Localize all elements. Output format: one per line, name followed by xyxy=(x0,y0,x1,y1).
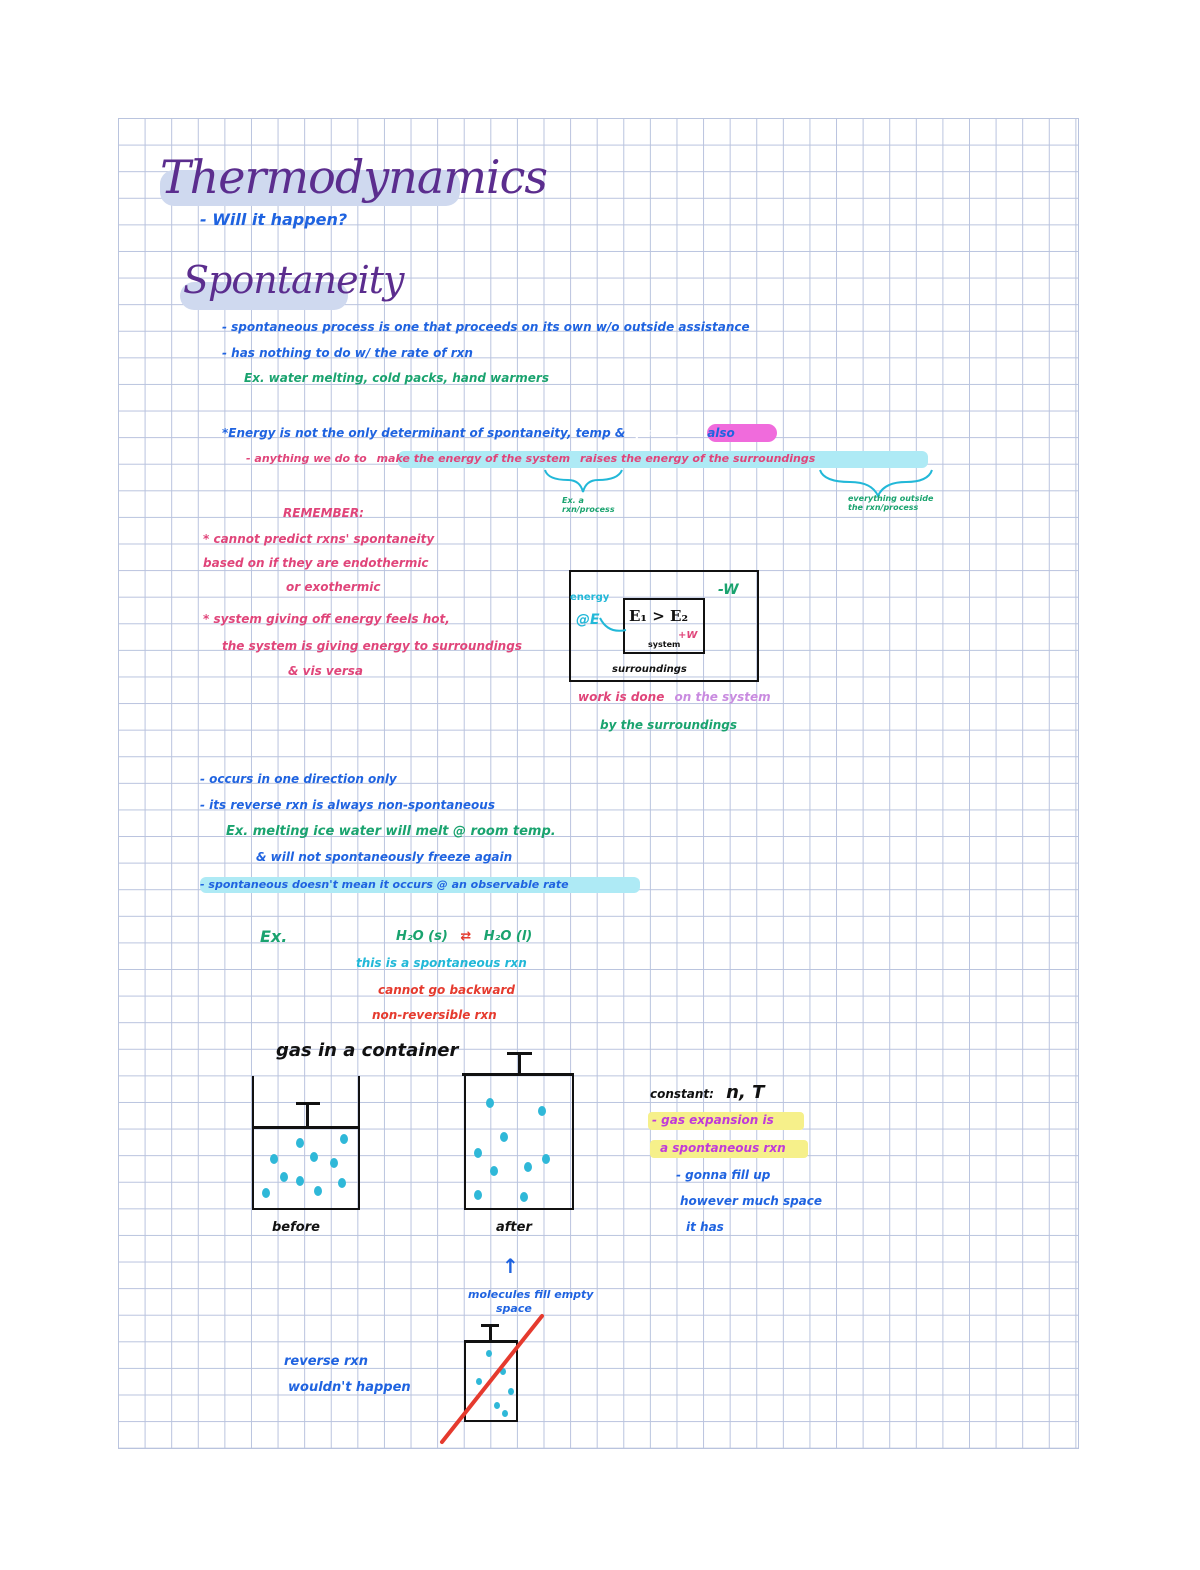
gas-particle xyxy=(310,1152,318,1162)
remember-item2-line3: & vis versa xyxy=(288,664,364,678)
energy-label: energy xyxy=(570,592,610,603)
reverse-note-line1: reverse rxn xyxy=(284,1354,369,1369)
caption-on-system: on the system xyxy=(674,690,771,704)
example-melting: Ex. water melting, cold packs, hand warmers xyxy=(244,371,549,385)
bullet-observable-rate: - spontaneous doesn't mean it occurs @ an observable rate xyxy=(200,878,569,891)
brace-right xyxy=(820,470,932,496)
gas-particle xyxy=(330,1158,338,1168)
subtitle: - Will it happen? xyxy=(200,210,348,229)
before-label: before xyxy=(272,1220,320,1235)
after-label: after xyxy=(496,1220,532,1235)
constant-text: constant: xyxy=(650,1087,714,1101)
after-piston-rod xyxy=(518,1054,521,1074)
energy-arrow-icon xyxy=(598,612,630,636)
strike-through-line xyxy=(436,1312,548,1446)
constant-vars: n, T xyxy=(726,1082,765,1103)
gas-particle xyxy=(296,1176,304,1186)
brace-left-label: Ex. a rxn/process xyxy=(562,496,615,514)
before-piston-handle xyxy=(296,1102,320,1105)
gas-particle xyxy=(500,1132,508,1142)
energy-subnote-system: make the energy of the system xyxy=(376,452,571,465)
after-piston-handle xyxy=(507,1052,532,1055)
reverse-note-line2: wouldn't happen xyxy=(288,1380,411,1395)
up-arrow-icon: ↑ xyxy=(502,1254,519,1278)
gas-particle xyxy=(340,1134,348,1144)
example-ice-line1: Ex. melting ice water will melt @ room temp. xyxy=(226,824,556,839)
arrow-caption-line2: space xyxy=(496,1302,532,1315)
energy-note-pressure: pressure xyxy=(635,426,696,440)
gas-particle xyxy=(296,1138,304,1148)
bullet-reverse: - its reverse rxn is always non-spontaneous xyxy=(200,798,495,812)
gas-particle xyxy=(262,1188,270,1198)
diagram-caption-line2: by the surroundings xyxy=(600,718,738,732)
gas-note-line4: however much space xyxy=(680,1194,823,1208)
section-heading-spontaneity: Spontaneity xyxy=(183,258,404,302)
example2-label: Ex. xyxy=(260,927,288,946)
remember-item2-line1: * system giving off energy feels hot, xyxy=(203,612,450,626)
gas-particle xyxy=(474,1148,482,1158)
remember-item2-line2: the system is giving energy to surroundings xyxy=(222,639,522,653)
remember-item1-line3: or exothermic xyxy=(286,580,381,594)
example-ice-line2: & will not spontaneously freeze again xyxy=(256,850,513,864)
remember-heading: REMEMBER: xyxy=(283,506,364,520)
example2-line1: this is a spontaneous rxn xyxy=(356,956,527,970)
gas-particle xyxy=(520,1192,528,1202)
before-piston xyxy=(252,1126,358,1129)
energy-note-also: also xyxy=(707,426,735,440)
example2-line3: non-reversible rxn xyxy=(372,1008,497,1022)
gas-particle xyxy=(280,1172,288,1182)
gas-heading: gas in a container xyxy=(276,1040,459,1061)
bullet-rate: - has nothing to do w/ the rate of rxn xyxy=(222,346,473,360)
example2-line2: cannot go backward xyxy=(378,983,515,997)
gas-particle xyxy=(524,1162,532,1172)
gas-particle xyxy=(538,1106,546,1116)
after-container xyxy=(464,1076,574,1210)
work-positive: +W xyxy=(678,630,698,641)
equation-right: H₂O (l) xyxy=(483,929,533,944)
gas-note-line1: - gas expansion is xyxy=(652,1113,774,1127)
gas-particle xyxy=(474,1190,482,1200)
diagram-caption-line1 xyxy=(578,690,771,704)
equation-arrow: ⇄ xyxy=(460,929,472,944)
equation xyxy=(396,929,532,944)
gas-particle xyxy=(270,1154,278,1164)
before-piston-rod xyxy=(306,1104,309,1126)
bullet-spontaneous-process: - spontaneous process is one that proceeds on its own w/o outside assistance xyxy=(222,320,750,334)
work-negative: -W xyxy=(718,582,739,598)
gas-note-line3: - gonna fill up xyxy=(676,1168,771,1182)
gas-particle xyxy=(486,1098,494,1108)
brace-right-label: everything outside the rxn/process xyxy=(848,494,934,512)
heat-label: @E xyxy=(576,612,600,628)
brace-left xyxy=(545,470,622,492)
gas-note-line2: a spontaneous rxn xyxy=(660,1141,786,1155)
energy-equation: E₁ > E₂ xyxy=(629,607,689,625)
page-title: Thermodynamics xyxy=(160,150,548,204)
system-label: system xyxy=(648,640,681,649)
caption-work: work is done xyxy=(578,690,665,704)
arrow-caption-line1: molecules fill empty xyxy=(468,1288,594,1301)
gas-particle xyxy=(314,1186,322,1196)
surroundings-label: surroundings xyxy=(612,664,687,675)
energy-subnote-text: - anything we do to xyxy=(246,452,367,465)
gas-particle xyxy=(490,1166,498,1176)
gas-note-line5: it has xyxy=(686,1220,724,1234)
remember-item1-line1: * cannot predict rxns' spontaneity xyxy=(203,532,435,546)
bullet-one-direction: - occurs in one direction only xyxy=(200,772,397,786)
energy-note-text: *Energy is not the only determinant of spontaneity, temp & xyxy=(222,426,626,440)
brace-annotations xyxy=(0,0,1200,560)
constant-label xyxy=(650,1082,764,1103)
energy-subnote-surroundings: raises the energy of the surroundings xyxy=(579,452,816,465)
gas-particle xyxy=(338,1178,346,1188)
equation-left: H₂O (s) xyxy=(396,929,448,944)
remember-item1-line2: based on if they are endothermic xyxy=(203,556,429,570)
gas-particle xyxy=(542,1154,550,1164)
